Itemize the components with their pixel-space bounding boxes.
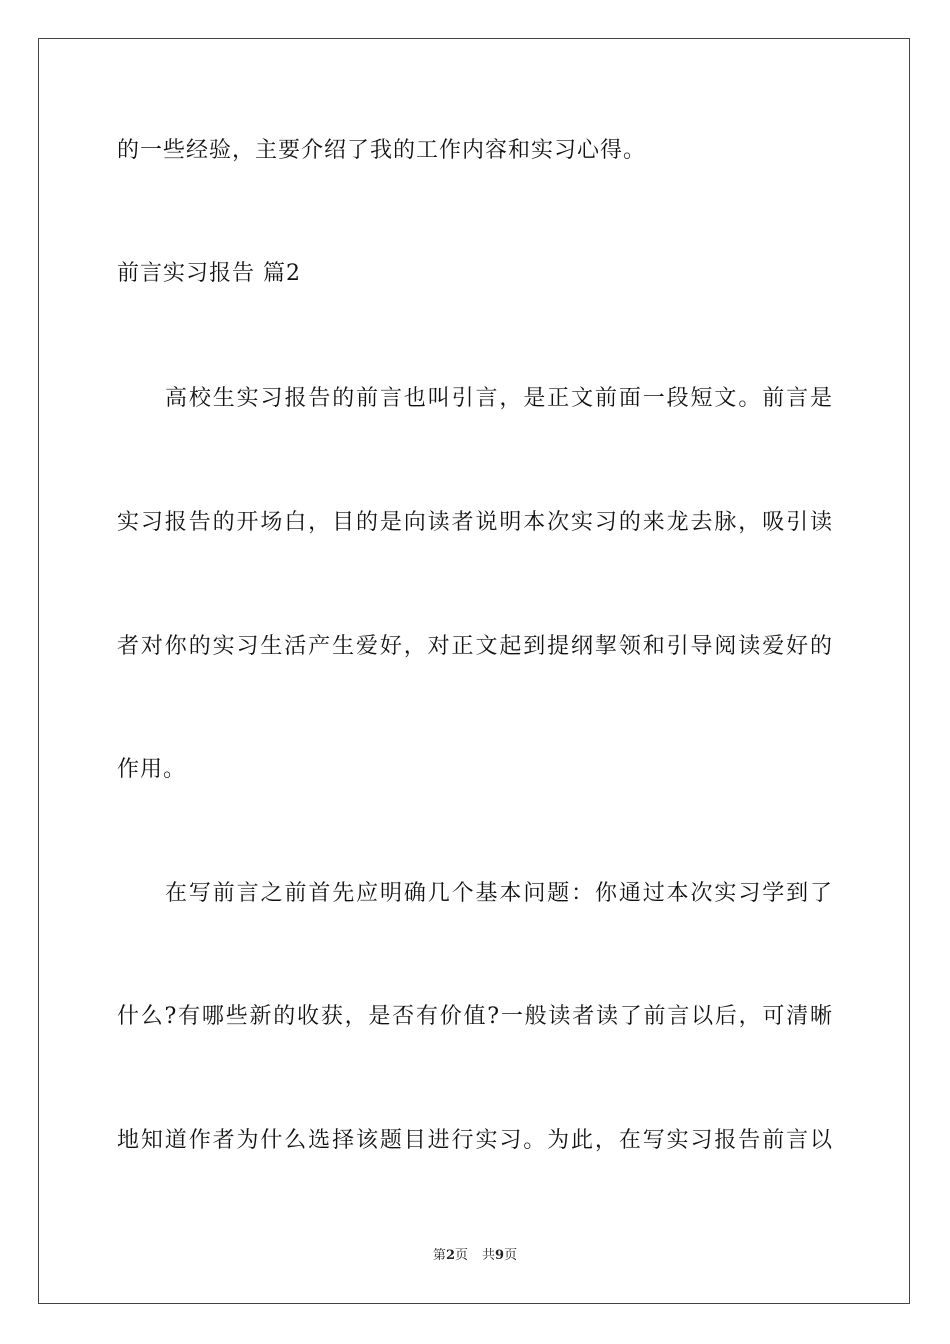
page-border xyxy=(38,38,910,1304)
paragraph-line-5: 作用。 xyxy=(117,757,187,782)
total-prefix: 共 xyxy=(482,1248,496,1263)
paragraph-line-8: 地知道作者为什么选择该题目进行实习。为此，在写实习报告前言以 xyxy=(117,1128,833,1153)
paragraph-line-6: 在写前言之前首先应明确几个基本问题：你通过本次实习学到了 xyxy=(165,881,833,906)
page-prefix: 第 xyxy=(432,1248,446,1263)
paragraph-line-2: 高校生实习报告的前言也叫引言，是正文前面一段短文。前言是 xyxy=(165,386,833,411)
paragraph-line-3: 实习报告的开场白，目的是向读者说明本次实习的来龙去脉，吸引读 xyxy=(117,510,833,535)
paragraph-line-1: 的一些经验，主要介绍了我的工作内容和实习心得。 xyxy=(117,138,647,163)
page-footer xyxy=(0,1247,950,1265)
section-heading: 前言实习报告 篇2 xyxy=(117,261,301,286)
paragraph-line-7: 什么?有哪些新的收获，是否有价值?一般读者读了前言以后，可清晰 xyxy=(117,1004,833,1029)
total-suffix: 页 xyxy=(504,1248,518,1263)
page-number: 2 xyxy=(445,1248,455,1263)
page-suffix: 页 xyxy=(454,1248,468,1263)
paragraph-line-4: 者对你的实习生活产生爱好，对正文起到提纲挈领和引导阅读爱好的 xyxy=(117,634,833,659)
total-pages: 9 xyxy=(495,1248,505,1263)
